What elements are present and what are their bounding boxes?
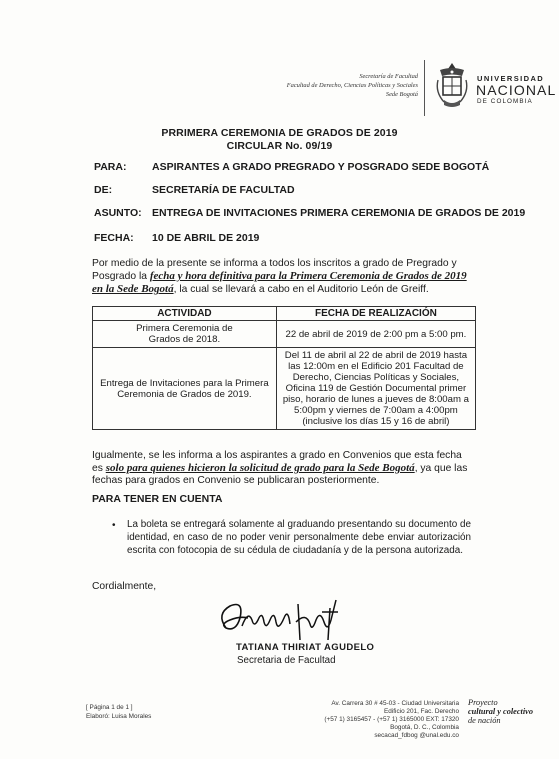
de-label: DE: — [94, 184, 113, 196]
fecha-label: FECHA: — [94, 232, 134, 244]
date-cell: 22 de abril de 2019 de 2:00 pm a 5:00 pm. — [276, 321, 475, 348]
schedule-table — [92, 306, 476, 430]
document-title: PRRIMERA CEREMONIA DE GRADOS DE 2019 — [161, 127, 398, 139]
bullet-icon: • — [112, 520, 116, 531]
address-line: Edificio 201, Fac. Derecho — [384, 708, 459, 715]
convenio-text-end: , ya que las fechas para grados en Convenio se publicaran posteriormente. — [92, 463, 468, 487]
fecha-value: 10 DE ABRIL DE 2019 — [152, 232, 260, 244]
date-cell: Del 11 de abril al 22 de abril de 2019 hasta las 12:00m en el Edificio 201 Facultad de Derecho, Ciencias Políticas y Sociales, Oficina 119 de Gestión Documental primer piso, horario de lunes a jueves de 8:00am a 5:00pm y viernes de 7:00am a 4:00pm (inclusive los días 15 y 16 de abril) — [276, 348, 475, 430]
closing: Cordialmente, — [92, 581, 157, 592]
activity-cell: Primera Ceremonia de Grados de 2018. — [93, 321, 277, 348]
convenio-paragraph — [92, 450, 474, 488]
intro-paragraph — [92, 258, 474, 297]
university-name-line1: UNIVERSIDAD — [477, 74, 545, 83]
address-line: Bogotá, D. C., Colombia — [390, 724, 459, 731]
column-header-date: FECHA DE REALIZACIÓN — [276, 307, 475, 321]
signer-role: Secretaria de Facultad — [237, 655, 336, 666]
table-row — [93, 348, 476, 430]
intro-emphasis: fecha y hora definitiva para la Primera Ceremonia de Grados de 2019 en la Sede Bogotá — [92, 270, 467, 296]
faculty-block — [270, 72, 418, 99]
convenio-text: Igualmente, se les informa a los aspirantes a grado en Convenios que esta fecha es — [92, 450, 462, 475]
faculty-line: Secretaría de Facultad — [359, 73, 418, 80]
para-label: PARA: — [94, 161, 127, 173]
asunto-label: ASUNTO: — [94, 207, 142, 219]
intro-text: Por medio de la presente se informa a todos los inscritos a grado de Pregrado y Posgrado la — [92, 258, 457, 283]
university-name-line3: DE COLOMBIA — [477, 98, 533, 105]
column-header-activity: ACTIVIDAD — [93, 307, 277, 321]
slogan-line: Proyecto — [468, 698, 498, 707]
page-number: [ Página 1 de 1 ] — [86, 704, 133, 711]
table-row — [93, 321, 476, 348]
faculty-line: Sede Bogotá — [385, 91, 418, 98]
signer-name: TATIANA THIRIAT AGUDELO — [236, 642, 375, 653]
notes-bullet-text: La boleta se entregará solamente al graduando presentando su documento de identidad, en caso de no poder venir personalmente debe enviar autorización escrita con fotocopia de su cédula de ciudadanía y de la persona autorizada. — [127, 519, 471, 556]
asunto-value: ENTREGA DE INVITACIONES PRIMERA CEREMONIA DE GRADOS DE 2019 — [152, 207, 526, 219]
intro-text-end: , la cual se llevará a cabo en el Auditorio León de Greiff. — [173, 284, 429, 296]
para-value: ASPIRANTES A GRADO PREGRADO Y POSGRADO SEDE BOGOTÁ — [152, 161, 490, 173]
faculty-line: Facultad de Derecho, Ciencias Políticas y Sociales — [286, 82, 418, 89]
project-slogan — [468, 698, 533, 725]
address-line: Av. Carrera 30 # 45-03 - Ciudad Universitaria — [331, 700, 459, 707]
table-header-row — [93, 307, 476, 321]
header-divider — [424, 60, 425, 116]
circular-number: CIRCULAR No. 09/19 — [226, 140, 333, 152]
convenio-emphasis: solo para quienes hicieron la solicitud de grado para la Sede Bogotá — [105, 462, 415, 475]
activity-cell: Entrega de Invitaciones para la Primera Ceremonia de Grados de 2019. — [93, 348, 277, 430]
handwritten-signature-icon — [212, 598, 372, 646]
address-block — [305, 700, 459, 740]
university-name-line2: NACIONAL — [476, 82, 557, 98]
slogan-line: cultural y colectivo — [468, 707, 533, 716]
address-line: secacad_fdbog @unal.edu.co — [374, 732, 459, 739]
slogan-line: de nación — [468, 716, 501, 725]
prepared-by: Elaboró: Luisa Morales — [86, 713, 152, 720]
address-line: (+57 1) 3165457 - (+57 1) 3165000 EXT: 17320 — [324, 716, 459, 723]
university-seal-icon — [434, 60, 470, 112]
notes-heading: PARA TENER EN CUENTA — [92, 493, 223, 505]
de-value: SECRETARÍA DE FACULTAD — [152, 184, 295, 196]
